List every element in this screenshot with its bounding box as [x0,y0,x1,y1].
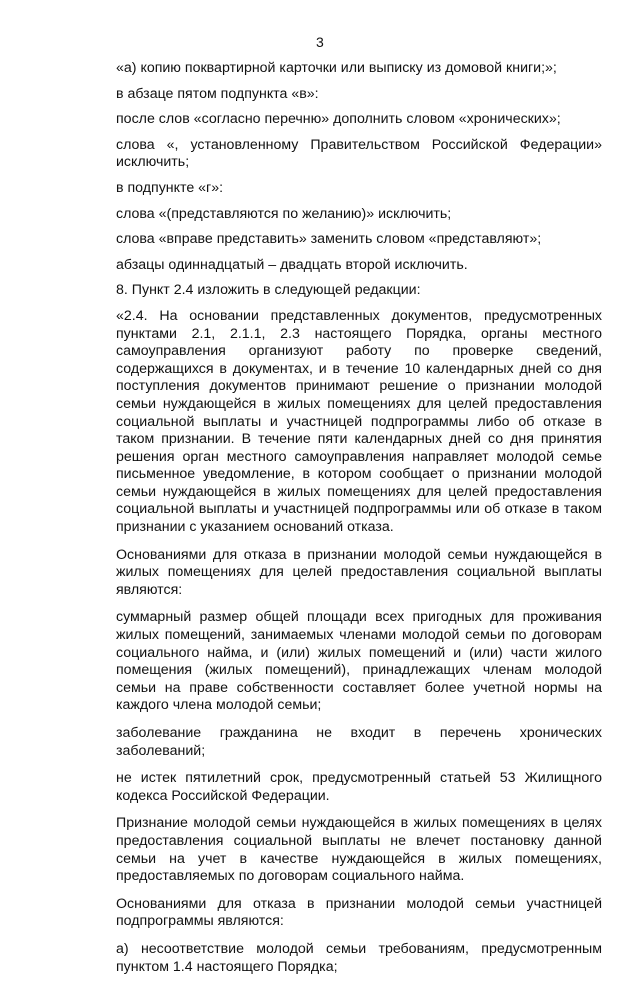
paragraph: Основаниями для отказа в признании молодой семьи участницей подпрограммы являются: [116,895,602,930]
paragraph: абзацы одиннадцатый – двадцать второй исключить. [116,256,468,273]
paragraph: Признание молодой семьи нуждающейся в жилых помещениях в целях предоставления социальной выплаты не влечет постановку данной семьи на учет в качестве нуждающейся в жилых помещениях, предоставляемых по договорам социального найма. [116,815,602,885]
paragraph: слова «, установленному Правительством Российской Федерации» исключить; [116,136,602,171]
paragraph: слова «(представляются по желанию)» исключить; [116,205,452,222]
paragraph: суммарный размер общей площади всех пригодных для проживания жилых помещений, занимаемых членами молодой семьи по договорам социального найма, и (или) жилых помещений и (или) части жилого помещения (жилых помещений), принадлежащих членам молодой семьи на праве собственности составляет более учетной нормы на каждого члена молодой семьи; [116,609,602,714]
paragraph: в подпункте «г»: [116,179,224,196]
document-body [116,60,602,986]
paragraph: Основаниями для отказа в признании молодой семьи нуждающейся в жилых помещениях для целей предоставления социальной выплаты являются: [116,546,602,598]
paragraph: а) несоответствие молодой семьи требованиям, предусмотренным пунктом 1.4 настоящего Порядка; [116,940,602,975]
paragraph: «а) копию поквартирной карточки или выписку из домовой книги;»; [116,60,557,76]
paragraph: 8. Пункт 2.4 изложить в следующей редакции: [116,282,421,299]
paragraph: в абзаце пятом подпункта «в»: [116,85,319,102]
paragraph: заболевание гражданина не входит в перечень хронических заболеваний; [116,725,602,759]
page-number: 3 [316,34,324,50]
paragraph: слова «вправе представить» заменить словом «представляют»; [116,231,542,248]
paragraph: после слов «согласно перечню» дополнить словом «хронических»; [116,111,561,128]
paragraph: не истек пятилетний срок, предусмотренный статьей 53 Жилищного кодекса Российской Федерации. [116,770,602,804]
paragraph-clause-2-4: «2.4. На основании представленных документов, предусмотренных пунктами 2.1, 2.1.1, 2.3 настоящего Порядка, органы местного самоуправления организуют работу по проверке сведений, содержащихся в документах, и в течение 10 календарных дней со дня поступления документов принимают решение о признании молодой семьи нуждающейся в жилых помещениях для целей предоставления социальной выплаты и участницей подпрограммы либо об отказе в таком признании. В течение пяти календарных дней со дня принятия решения орган местного самоуправления направляет молодой семье письменное уведомление, в котором сообщает о признании молодой семьи нуждающейся в жилых помещениях для целей предоставления социальной выплаты и участницей подпрограммы или об отказе в таком признании с указанием оснований отказа. [116,307,602,536]
